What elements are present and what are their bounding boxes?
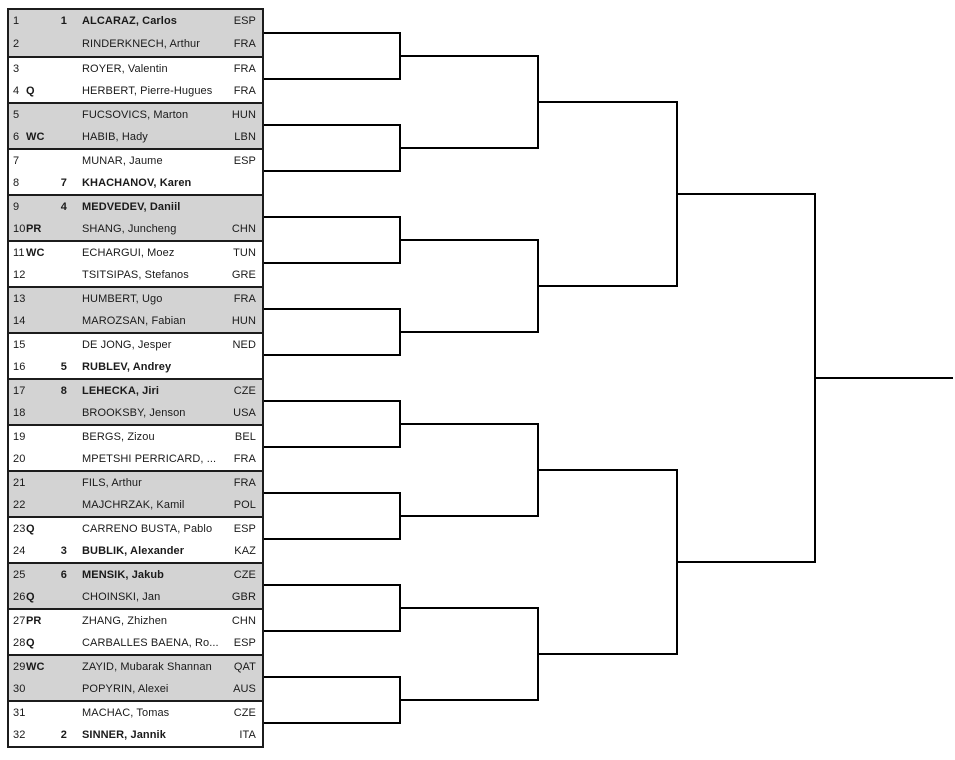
player-row xyxy=(9,288,262,310)
player-row xyxy=(9,426,262,448)
player-row xyxy=(9,310,262,332)
bracket-line-horizontal xyxy=(400,515,538,517)
player-row xyxy=(9,540,262,562)
player-row xyxy=(9,678,262,700)
seed-cell: 7 xyxy=(60,176,67,189)
player-row xyxy=(9,10,262,33)
entry-status-cell: PR xyxy=(26,222,42,235)
bracket-line-horizontal xyxy=(264,722,400,724)
player-name: CHOINSKI, Jan xyxy=(82,591,161,603)
entry-status-cell: Q xyxy=(26,522,35,535)
match-pair xyxy=(9,700,262,746)
player-name: HERBERT, Pierre-Hugues xyxy=(82,85,213,97)
player-name: MACHAC, Tomas xyxy=(82,707,170,719)
match-pair xyxy=(9,516,262,562)
bracket-line-horizontal xyxy=(538,653,677,655)
country-code: ESP xyxy=(233,15,256,27)
position-cell: 15 xyxy=(13,338,26,351)
position-cell: 18 xyxy=(13,406,26,419)
position-cell: 21 xyxy=(13,476,26,489)
bracket-line-horizontal xyxy=(264,216,400,218)
position-cell: 16 xyxy=(13,360,26,373)
country-code: HUN xyxy=(231,314,256,327)
bracket-line-horizontal xyxy=(264,446,400,448)
player-row xyxy=(9,172,262,194)
position-cell: 17 xyxy=(13,384,26,397)
player-row xyxy=(9,518,262,540)
player-name: ZHANG, Zhizhen xyxy=(82,615,168,627)
country-code: ESP xyxy=(233,522,256,535)
match-pair xyxy=(9,562,262,608)
bracket-line-horizontal xyxy=(264,308,400,310)
country-code: FRA xyxy=(233,84,256,97)
country-code: ITA xyxy=(239,728,256,741)
position-cell: 1 xyxy=(13,15,20,27)
country-code: AUS xyxy=(233,682,256,695)
position-cell: 26 xyxy=(13,590,26,603)
position-cell: 12 xyxy=(13,268,26,281)
player-name: MPETSHI PERRICARD, ... xyxy=(82,453,217,465)
bracket-line-horizontal xyxy=(264,492,400,494)
player-name: RINDERKNECH, Arthur xyxy=(82,39,201,50)
player-row xyxy=(9,33,262,56)
bracket-line-horizontal xyxy=(400,699,538,701)
seed-cell: 1 xyxy=(60,15,67,27)
seed-cell: 6 xyxy=(60,568,67,581)
bracket-line-horizontal xyxy=(400,331,538,333)
position-cell: 24 xyxy=(13,544,26,557)
position-cell: 32 xyxy=(13,728,26,741)
player-row xyxy=(9,356,262,378)
position-cell: 20 xyxy=(13,452,26,465)
match-pair xyxy=(9,378,262,424)
country-code: USA xyxy=(233,406,256,419)
player-row xyxy=(9,586,262,608)
bracket-line-horizontal xyxy=(538,469,677,471)
bracket-line-horizontal xyxy=(264,400,400,402)
country-code: CZE xyxy=(233,384,256,397)
country-code: GBR xyxy=(231,590,256,603)
player-name: TSITSIPAS, Stefanos xyxy=(82,269,189,281)
position-cell: 14 xyxy=(13,314,26,327)
position-cell: 30 xyxy=(13,682,26,695)
player-row xyxy=(9,564,262,586)
match-pair xyxy=(9,470,262,516)
seed-cell: 8 xyxy=(60,384,67,397)
player-row xyxy=(9,702,262,724)
bracket-line-horizontal xyxy=(264,676,400,678)
player-row xyxy=(9,80,262,102)
player-row xyxy=(9,104,262,126)
entry-status-cell: PR xyxy=(26,614,42,627)
country-code: ESP xyxy=(233,154,256,167)
country-code: GRE xyxy=(231,268,256,281)
match-pair xyxy=(9,102,262,148)
country-code: NED xyxy=(232,338,256,351)
player-name: SHANG, Juncheng xyxy=(82,223,177,235)
player-row xyxy=(9,58,262,80)
player-name: MENSIK, Jakub xyxy=(82,569,164,581)
country-code: POL xyxy=(233,498,256,511)
position-cell: 10 xyxy=(13,222,26,235)
player-name: MAJCHRZAK, Kamil xyxy=(82,499,185,511)
player-name: ROYER, Valentin xyxy=(82,63,168,75)
player-name: ZAYID, Mubarak Shannan xyxy=(82,661,212,673)
position-cell: 9 xyxy=(13,200,20,213)
entry-status-cell: WC xyxy=(26,660,45,673)
player-name: SINNER, Jannik xyxy=(82,729,166,741)
entry-status-cell: Q xyxy=(26,590,35,603)
bracket-line-horizontal xyxy=(264,630,400,632)
player-row xyxy=(9,242,262,264)
player-name: FILS, Arthur xyxy=(82,477,142,489)
player-row xyxy=(9,610,262,632)
bracket-line-horizontal xyxy=(538,285,677,287)
position-cell: 22 xyxy=(13,498,26,511)
bracket-line-horizontal xyxy=(264,262,400,264)
bracket-line-horizontal xyxy=(677,193,815,195)
player-name: RUBLEV, Andrey xyxy=(82,361,172,373)
position-cell: 6 xyxy=(13,130,20,143)
country-code: CZE xyxy=(233,706,256,719)
player-row xyxy=(9,218,262,240)
position-cell: 7 xyxy=(13,154,20,167)
country-code: CZE xyxy=(233,568,256,581)
match-pair xyxy=(9,240,262,286)
player-row xyxy=(9,472,262,494)
position-cell: 2 xyxy=(13,38,20,50)
entry-status-cell: WC xyxy=(26,246,45,259)
player-name: BERGS, Zizou xyxy=(82,431,155,443)
player-name: LEHECKA, Jiri xyxy=(82,385,160,397)
seed-cell: 2 xyxy=(60,728,67,741)
player-name: ALCARAZ, Carlos xyxy=(82,16,178,27)
bracket-line-horizontal xyxy=(400,607,538,609)
player-row xyxy=(9,126,262,148)
country-code: LBN xyxy=(234,130,256,143)
player-name: HUMBERT, Ugo xyxy=(82,293,163,305)
bracket-line-horizontal xyxy=(400,55,538,57)
draw-table xyxy=(7,8,264,748)
player-name: MEDVEDEV, Daniil xyxy=(82,201,181,213)
bracket-line-horizontal xyxy=(264,78,400,80)
country-code: FRA xyxy=(233,62,256,75)
player-name: KHACHANOV, Karen xyxy=(82,177,192,189)
country-code: KAZ xyxy=(234,544,256,557)
position-cell: 8 xyxy=(13,176,20,189)
match-pair xyxy=(9,332,262,378)
bracket-line-horizontal xyxy=(264,32,400,34)
position-cell: 27 xyxy=(13,614,26,627)
position-cell: 31 xyxy=(13,706,26,719)
country-code: FRA xyxy=(233,476,256,489)
seed-cell: 4 xyxy=(60,200,67,213)
player-name: BUBLIK, Alexander xyxy=(82,545,185,557)
position-cell: 4 xyxy=(13,84,20,97)
match-pair xyxy=(9,654,262,700)
entry-status-cell: WC xyxy=(26,130,45,143)
country-code: HUN xyxy=(231,108,256,121)
bracket-line-horizontal xyxy=(400,423,538,425)
country-code: FRA xyxy=(233,452,256,465)
player-name: HABIB, Hady xyxy=(82,131,148,143)
player-row xyxy=(9,150,262,172)
position-cell: 25 xyxy=(13,568,26,581)
player-name: CARRENO BUSTA, Pablo xyxy=(82,523,213,535)
match-pair xyxy=(9,194,262,240)
country-code: BEL xyxy=(234,430,256,443)
player-name: MAROZSAN, Fabian xyxy=(82,315,186,327)
player-row xyxy=(9,402,262,424)
player-row xyxy=(9,656,262,678)
entry-status-cell: Q xyxy=(26,636,35,649)
bracket-line-horizontal xyxy=(264,124,400,126)
country-code: QAT xyxy=(233,660,256,673)
player-name: POPYRIN, Alexei xyxy=(82,683,169,695)
position-cell: 29 xyxy=(13,660,26,673)
position-cell: 11 xyxy=(13,246,25,259)
player-name: ECHARGUI, Moez xyxy=(82,247,175,259)
country-code: CHN xyxy=(231,222,256,235)
player-name: DE JONG, Jesper xyxy=(82,339,172,351)
player-row xyxy=(9,196,262,218)
bracket-line-horizontal xyxy=(264,170,400,172)
player-row xyxy=(9,632,262,654)
bracket-line-horizontal xyxy=(400,147,538,149)
player-row xyxy=(9,494,262,516)
seed-cell: 3 xyxy=(60,544,67,557)
player-row xyxy=(9,448,262,470)
country-code: TUN xyxy=(233,246,256,259)
position-cell: 19 xyxy=(13,430,26,443)
player-name: FUCSOVICS, Marton xyxy=(82,109,189,121)
match-pair xyxy=(9,56,262,102)
bracket-line-horizontal xyxy=(264,538,400,540)
player-name: BROOKSBY, Jenson xyxy=(82,407,186,419)
player-row xyxy=(9,724,262,746)
player-row xyxy=(9,264,262,286)
bracket-line-horizontal xyxy=(538,101,677,103)
position-cell: 5 xyxy=(13,108,20,121)
position-cell: 23 xyxy=(13,522,26,535)
country-code: ESP xyxy=(233,636,256,649)
position-cell: 3 xyxy=(13,62,20,75)
position-cell: 13 xyxy=(13,292,26,305)
country-code: FRA xyxy=(233,292,256,305)
player-name: MUNAR, Jaume xyxy=(82,155,163,167)
seed-cell: 5 xyxy=(60,360,67,373)
country-code: FRA xyxy=(233,38,256,50)
entry-status-cell: Q xyxy=(26,84,35,97)
bracket-line-horizontal xyxy=(400,239,538,241)
match-pair xyxy=(9,286,262,332)
bracket-line-horizontal xyxy=(264,584,400,586)
bracket-line-horizontal xyxy=(264,354,400,356)
match-pair xyxy=(9,608,262,654)
bracket-line-horizontal xyxy=(815,377,953,379)
player-row xyxy=(9,380,262,402)
match-pair xyxy=(9,424,262,470)
match-pair xyxy=(9,148,262,194)
country-code: CHN xyxy=(231,614,256,627)
match-pair xyxy=(9,10,262,56)
position-cell: 28 xyxy=(13,636,26,649)
player-name: CARBALLES BAENA, Ro... xyxy=(82,637,219,649)
bracket-line-horizontal xyxy=(677,561,815,563)
player-row xyxy=(9,334,262,356)
